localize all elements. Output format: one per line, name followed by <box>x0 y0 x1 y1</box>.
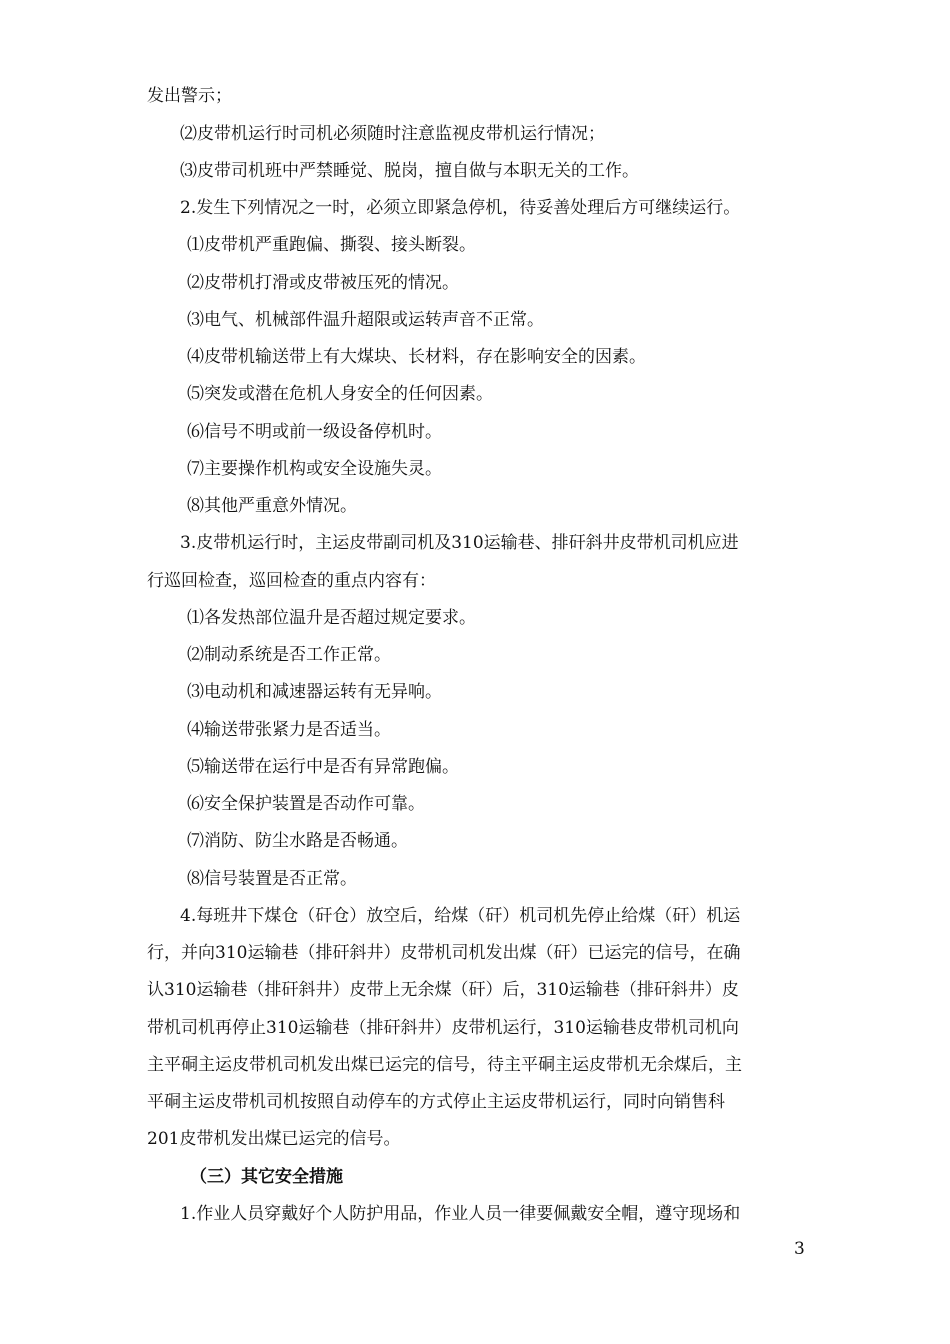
text-line: ⑺主要操作机构或安全设施失灵。 <box>187 459 442 479</box>
text-line: ⑶皮带司机班中严禁睡觉、脱岗，擅自做与本职无关的工作。 <box>180 161 639 181</box>
text-line: 带机司机再停止310运输巷（排矸斜井）皮带机运行，310运输巷皮带机司机向 <box>147 1018 739 1038</box>
text-line: 1.作业人员穿戴好个人防护用品，作业人员一律要佩戴安全帽，遵守现场和 <box>180 1204 741 1224</box>
text-line: ⑷输送带张紧力是否适当。 <box>187 720 391 740</box>
text-line: ⑻信号装置是否正常。 <box>187 869 357 889</box>
text-line: 201皮带机发出煤已运完的信号。 <box>147 1129 401 1149</box>
text-line: 平硐主运皮带机司机按照自动停车的方式停止主运皮带机运行，同时向销售科 <box>147 1092 725 1112</box>
text-line: ⑹信号不明或前一级设备停机时。 <box>187 422 442 442</box>
text-line: ⑵皮带机打滑或皮带被压死的情况。 <box>187 273 459 293</box>
text-line: 行巡回检查，巡回检查的重点内容有： <box>147 571 436 591</box>
text-line: ⑵制动系统是否工作正常。 <box>187 645 391 665</box>
text-line: 主平硐主运皮带机司机发出煤已运完的信号，待主平硐主运皮带机无余煤后，主 <box>147 1055 742 1075</box>
text-line: 3.皮带机运行时，主运皮带副司机及310运输巷、排矸斜井皮带机司机应进 <box>180 533 739 553</box>
text-line: 2.发生下列情况之一时，必须立即紧急停机，待妥善处理后方可继续运行。 <box>180 198 741 218</box>
text-line: 认310运输巷（排矸斜井）皮带上无余煤（矸）后，310运输巷（排矸斜井）皮 <box>147 980 739 1000</box>
text-line: ⑻其他严重意外情况。 <box>187 496 357 516</box>
page-number: 3 <box>794 1239 805 1259</box>
text-line: ⑶电气、机械部件温升超限或运转声音不正常。 <box>187 310 544 330</box>
text-line: ⑴各发热部位温升是否超过规定要求。 <box>187 608 476 628</box>
text-line: ⑸输送带在运行中是否有异常跑偏。 <box>187 757 459 777</box>
section-heading: （三）其它安全措施 <box>190 1167 343 1187</box>
text-line: ⑹安全保护装置是否动作可靠。 <box>187 794 425 814</box>
text-line: ⑵皮带机运行时司机必须随时注意监视皮带机运行情况； <box>180 124 605 144</box>
text-line: ⑸突发或潜在危机人身安全的任何因素。 <box>187 384 493 404</box>
text-line: ⑴皮带机严重跑偏、撕裂、接头断裂。 <box>187 235 476 255</box>
text-line: 行，并向310运输巷（排矸斜井）皮带机司机发出煤（矸）已运完的信号，在确 <box>147 943 741 963</box>
text-line: 发出警示； <box>147 86 232 106</box>
text-line: 4.每班井下煤仓（矸仓）放空后，给煤（矸）机司机先停止给煤（矸）机运 <box>180 906 741 926</box>
text-line: ⑷皮带机输送带上有大煤块、长材料，存在影响安全的因素。 <box>187 347 646 367</box>
text-line: ⑺消防、防尘水路是否畅通。 <box>187 831 408 851</box>
text-line: ⑶电动机和减速器运转有无异响。 <box>187 682 442 702</box>
